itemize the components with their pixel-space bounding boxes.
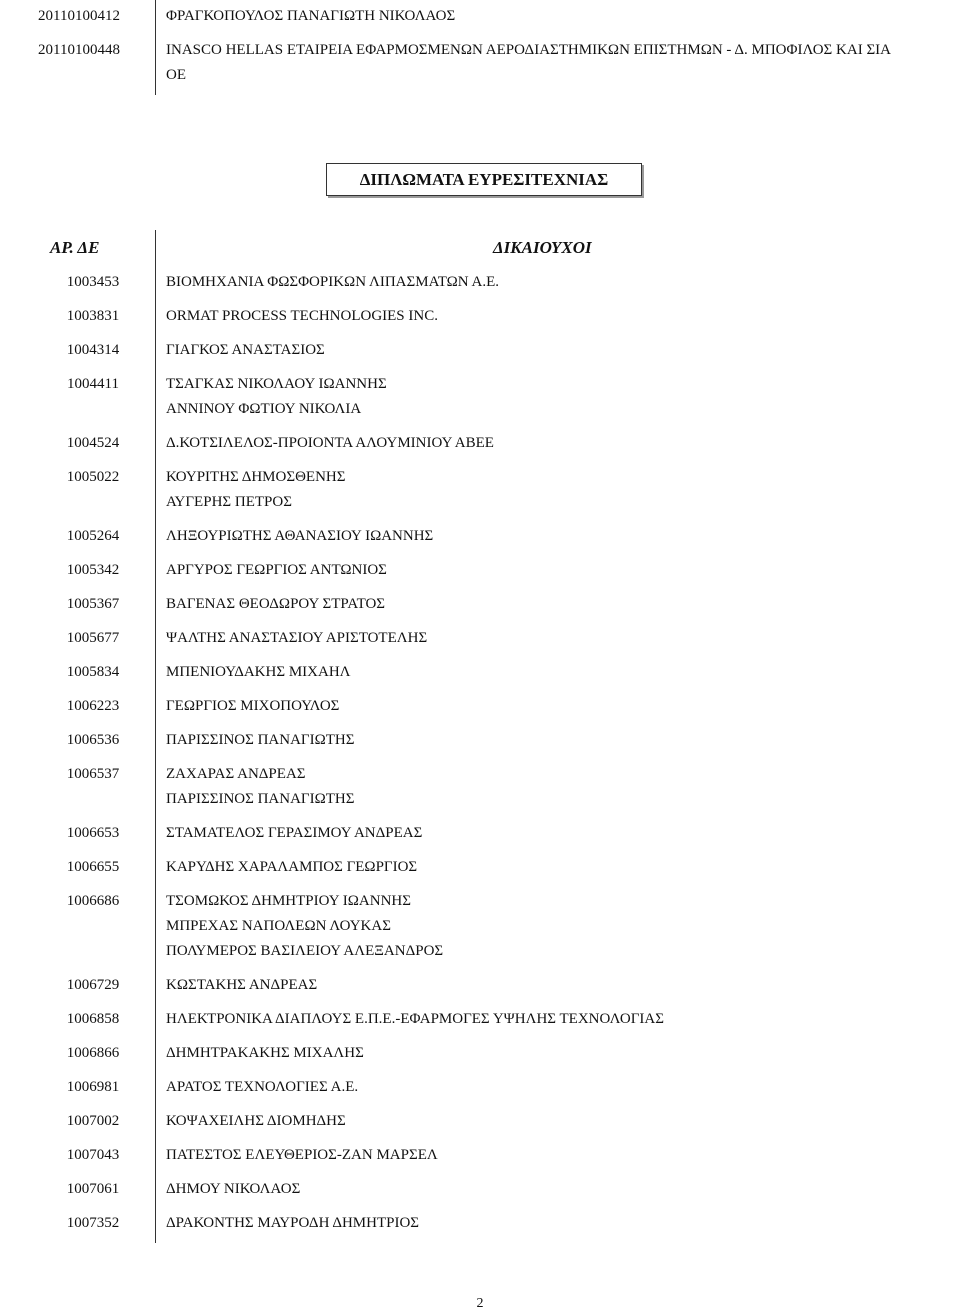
patent-number: 1004524 xyxy=(66,435,120,451)
patent-number: 1006729 xyxy=(66,977,120,993)
beneficiary-name: ΑΡΑΤΟΣ ΤΕΧΝΟΛΟΓΙΕΣ Α.Ε. xyxy=(166,1079,359,1095)
patent-number: 1006866 xyxy=(66,1045,120,1061)
beneficiaries xyxy=(166,1109,946,1134)
beneficiaries xyxy=(166,4,946,29)
patent-number: 1007061 xyxy=(66,1181,120,1197)
patent-number: 1005342 xyxy=(66,562,120,578)
beneficiaries xyxy=(166,889,946,964)
patent-number: 1005022 xyxy=(66,469,120,485)
beneficiaries xyxy=(166,465,946,515)
beneficiary-name: ΚΟΨΑΧΕΙΛΗΣ ΔΙΟΜΗΔΗΣ xyxy=(166,1113,346,1129)
patent-number: 1006537 xyxy=(66,766,120,782)
beneficiary-name: ΓΕΩΡΓΙΟΣ ΜΙΧΟΠΟΥΛΟΣ xyxy=(166,698,340,714)
beneficiary-name: ΛΗΞΟΥΡΙΩΤΗΣ ΑΘΑΝΑΣΙΟΥ ΙΩΑΝΝΗΣ xyxy=(166,528,434,544)
beneficiaries xyxy=(166,728,946,753)
beneficiary-name: ΨΑΛΤΗΣ ΑΝΑΣΤΑΣΙΟΥ ΑΡΙΣΤΟΤΕΛΗΣ xyxy=(166,630,428,646)
patent-number: 1005367 xyxy=(66,596,120,612)
patent-number: 1004411 xyxy=(67,376,119,392)
beneficiaries xyxy=(166,626,946,651)
patent-number: 20110100412 xyxy=(38,8,120,24)
patent-number: 1007002 xyxy=(66,1113,120,1129)
beneficiaries xyxy=(166,431,946,456)
beneficiary-name: ΑΡΓΥΡΟΣ ΓΕΩΡΓΙΟΣ ΑΝΤΩΝΙΟΣ xyxy=(166,562,387,578)
beneficiary-name: ΚΟΥΡΙΤΗΣ ΔΗΜΟΣΘΕΝΗΣ xyxy=(166,469,346,485)
beneficiary-name: ΑΥΓΕΡΗΣ ΠΕΤΡΟΣ xyxy=(166,494,292,510)
beneficiaries xyxy=(166,660,946,685)
column-divider xyxy=(155,0,156,95)
beneficiaries xyxy=(166,1211,946,1236)
beneficiary-name: ΒΙΟΜΗΧΑΝΙΑ ΦΩΣΦΟΡΙΚΩΝ ΛΙΠΑΣΜΑΤΩΝ Α.Ε. xyxy=(166,274,500,290)
beneficiary-name: Δ.ΚΟΤΣΙΛΕΛΟΣ-ΠΡΟΙΟΝΤΑ ΑΛΟΥΜΙΝΙΟΥ ΑΒΕΕ xyxy=(166,435,494,451)
beneficiary-name: ΚΩΣΤΑΚΗΣ ΑΝΔΡΕΑΣ xyxy=(166,977,318,993)
beneficiaries xyxy=(166,270,946,295)
beneficiaries xyxy=(166,524,946,549)
beneficiaries xyxy=(166,694,946,719)
patent-number: 1006223 xyxy=(66,698,120,714)
beneficiary-name: ΔΗΜΗΤΡΑΚΑΚΗΣ ΜΙΧΑΛΗΣ xyxy=(166,1045,364,1061)
beneficiary-name: ΦΡΑΓΚΟΠΟΥΛΟΣ ΠΑΝΑΓΙΩΤΗ ΝΙΚΟΛΑΟΣ xyxy=(166,8,456,24)
beneficiaries xyxy=(166,1075,946,1100)
patent-number: 1007043 xyxy=(66,1147,120,1163)
page-number: 2 xyxy=(476,1296,484,1311)
beneficiary-name: ΤΣΑΓΚΑΣ ΝΙΚΟΛΑΟΥ ΙΩΑΝΝΗΣ xyxy=(166,376,387,392)
beneficiaries xyxy=(166,973,946,998)
patent-number: 1005834 xyxy=(66,664,120,680)
section-title: ΔΙΠΛΩΜΑΤΑ ΕΥΡΕΣΙΤΕΧΝΙΑΣ xyxy=(326,163,642,196)
patent-number: 1005677 xyxy=(66,630,120,646)
beneficiaries xyxy=(166,38,946,88)
beneficiaries xyxy=(166,304,946,329)
beneficiary-name: ΜΠΕΝΙΟΥΔΑΚΗΣ ΜΙΧΑΗΛ xyxy=(166,664,351,680)
patent-number: 1006536 xyxy=(66,732,120,748)
beneficiary-name: ORMAT PROCESS TECHNOLOGIES INC. xyxy=(166,308,438,324)
patent-number: 1003453 xyxy=(66,274,120,290)
beneficiaries xyxy=(166,1143,946,1168)
patent-number: 20110100448 xyxy=(38,42,120,58)
patent-number: 1006981 xyxy=(66,1079,120,1095)
beneficiary-name: INASCO HELLAS ΕΤΑΙΡΕΙΑ ΕΦΑΡΜΟΣΜΕΝΩΝ ΑΕΡΟΔΙΑΣΤΗΜΙΚΩΝ ΕΠΙΣΤΗΜΩΝ - Δ. ΜΠΟΦΙΛΟΣ ΚΑΙ ΣΙΑ xyxy=(166,42,892,58)
beneficiary-name: ΔΗΜΟΥ ΝΙΚΟΛΑΟΣ xyxy=(166,1181,301,1197)
beneficiaries xyxy=(166,762,946,812)
patent-number: 1006686 xyxy=(66,893,120,909)
beneficiary-name: ΔΡΑΚΟΝΤΗΣ ΜΑΥΡΟΔΗ ΔΗΜΗΤΡΙΟΣ xyxy=(166,1215,420,1231)
beneficiary-name: ΣΤΑΜΑΤΕΛΟΣ ΓΕΡΑΣΙΜΟΥ ΑΝΔΡΕΑΣ xyxy=(166,825,423,841)
beneficiaries xyxy=(166,372,946,422)
beneficiaries xyxy=(166,1041,946,1066)
beneficiaries xyxy=(166,855,946,880)
beneficiaries xyxy=(166,1177,946,1202)
beneficiary-name: ΠΑΤΕΣΤΟΣ ΕΛΕΥΘΕΡΙΟΣ-ΖΑΝ ΜΑΡΣΕΛ xyxy=(166,1147,438,1163)
beneficiary-name: ΖΑΧΑΡΑΣ ΑΝΔΡΕΑΣ xyxy=(166,766,306,782)
patent-number: 1006653 xyxy=(66,825,120,841)
beneficiary-name: ΜΠΡΕΧΑΣ ΝΑΠΟΛΕΩΝ ΛΟΥΚΑΣ xyxy=(166,918,391,934)
beneficiaries xyxy=(166,1007,946,1032)
beneficiary-name: ΠΑΡΙΣΣΙΝΟΣ ΠΑΝΑΓΙΩΤΗΣ xyxy=(166,791,355,807)
patent-number: 1004314 xyxy=(66,342,120,358)
column-header-number: ΑΡ. ΔΕ xyxy=(50,238,100,257)
beneficiary-name: ΓΙΑΓΚΟΣ ΑΝΑΣΤΑΣΙΟΣ xyxy=(166,342,325,358)
patent-number: 1005264 xyxy=(66,528,120,544)
beneficiary-name: ΒΑΓΕΝΑΣ ΘΕΟΔΩΡΟΥ ΣΤΡΑΤΟΣ xyxy=(166,596,386,612)
beneficiary-name: ΠΑΡΙΣΣΙΝΟΣ ΠΑΝΑΓΙΩΤΗΣ xyxy=(166,732,355,748)
beneficiary-name: ΟΕ xyxy=(166,67,186,83)
patent-number: 1006858 xyxy=(66,1011,120,1027)
column-divider xyxy=(155,230,156,1243)
beneficiary-name: ΠΟΛΥΜΕΡΟΣ ΒΑΣΙΛΕΙΟΥ ΑΛΕΞΑΝΔΡΟΣ xyxy=(166,943,444,959)
beneficiary-name: ΗΛΕΚΤΡΟΝΙΚΑ ΔΙΑΠΛΟΥΣ Ε.Π.Ε.-ΕΦΑΡΜΟΓΕΣ ΥΨΗΛΗΣ ΤΕΧΝΟΛΟΓΙΑΣ xyxy=(166,1011,664,1027)
beneficiaries xyxy=(166,338,946,363)
beneficiaries xyxy=(166,558,946,583)
patent-number: 1006655 xyxy=(66,859,120,875)
patent-number: 1003831 xyxy=(66,308,120,324)
beneficiary-name: ΑΝΝΙΝΟΥ ΦΩΤΙΟΥ ΝΙΚΟΛΙΑ xyxy=(166,401,362,417)
beneficiaries xyxy=(166,821,946,846)
beneficiary-name: ΚΑΡΥΔΗΣ ΧΑΡΑΛΑΜΠΟΣ ΓΕΩΡΓΙΟΣ xyxy=(166,859,418,875)
patent-number: 1007352 xyxy=(66,1215,120,1231)
column-header-beneficiaries: ΔΙΚΑΙΟΥΧΟΙ xyxy=(493,238,592,257)
beneficiary-name: ΤΣΟΜΩΚΟΣ ΔΗΜΗΤΡΙΟΥ ΙΩΑΝΝΗΣ xyxy=(166,893,411,909)
beneficiaries xyxy=(166,592,946,617)
